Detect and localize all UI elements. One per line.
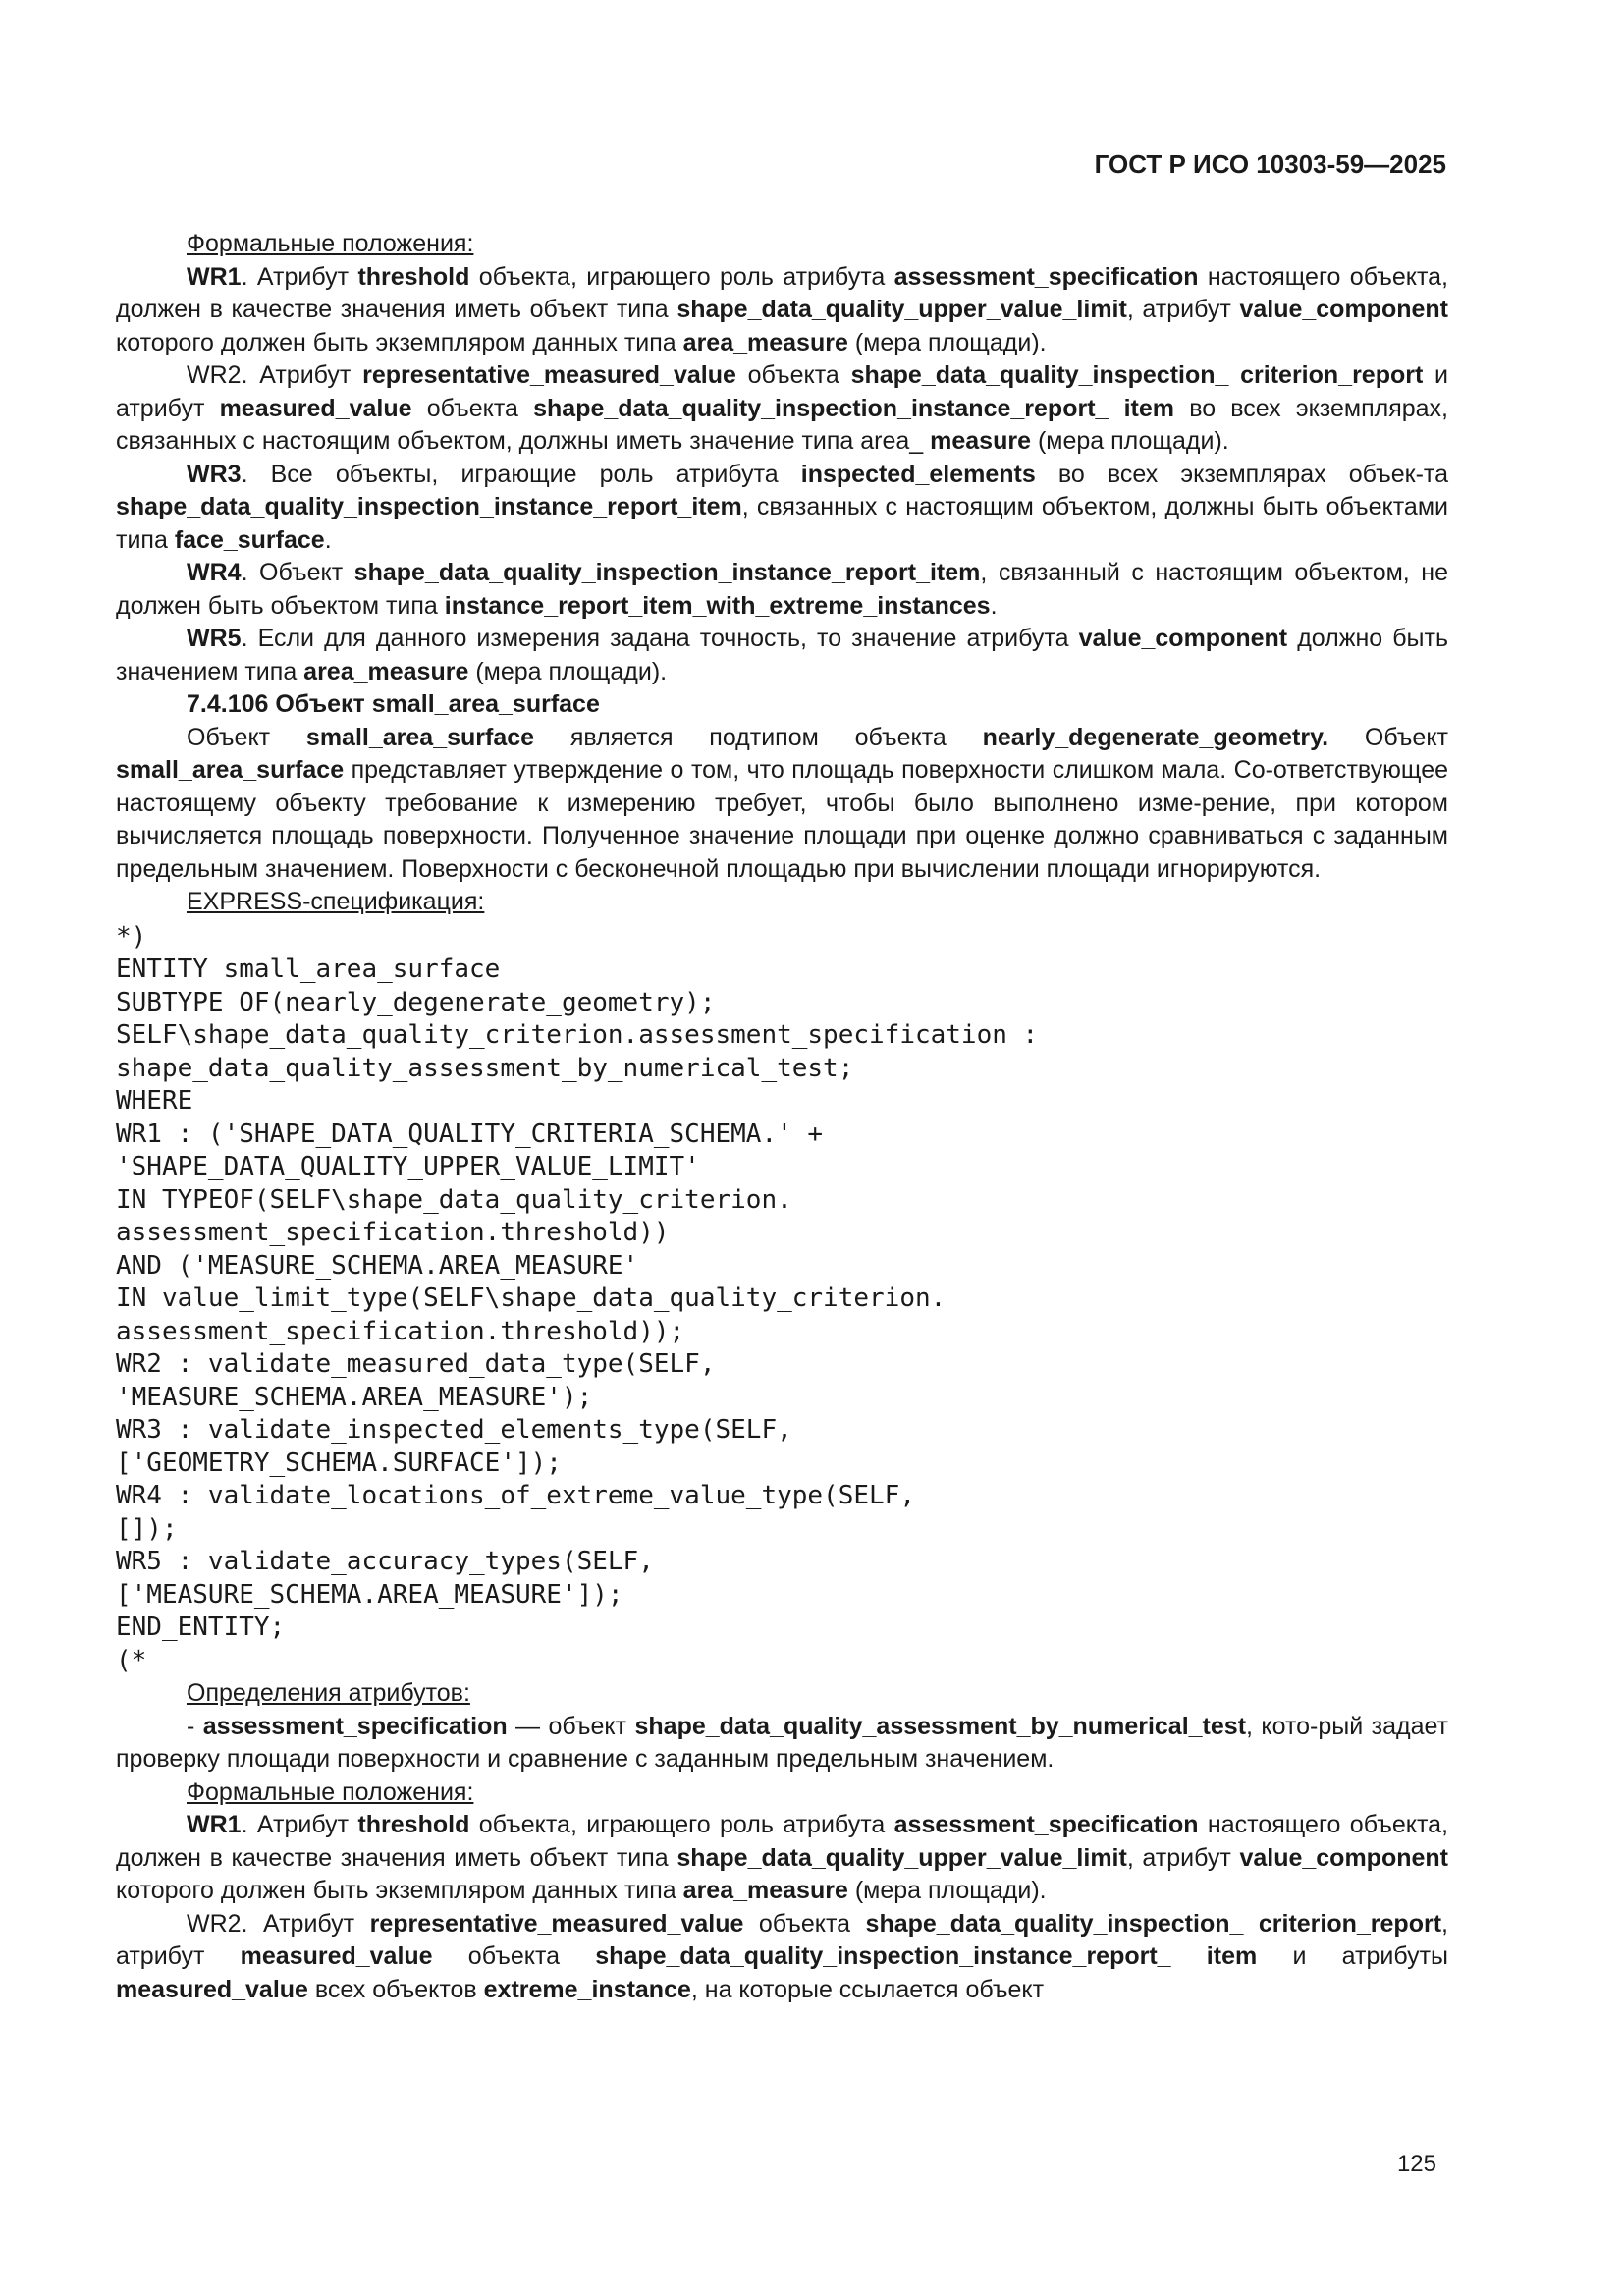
wr-label: WR3 bbox=[187, 460, 242, 488]
text-run: WR2. Атрибут bbox=[187, 1909, 370, 1938]
wr-label: WR4 bbox=[187, 559, 242, 586]
text-run: . Атрибут bbox=[241, 262, 358, 291]
term: small_area_surface bbox=[116, 756, 345, 784]
term: area_measure bbox=[303, 657, 469, 685]
paragraph-wr1 bbox=[116, 261, 1448, 360]
text-run: должно быть значением типа bbox=[116, 625, 1448, 685]
term: area_measure bbox=[682, 328, 848, 356]
text-run: . Все объекты, играющие роль атрибута bbox=[241, 460, 801, 488]
term: measured_value bbox=[240, 1942, 433, 1970]
term: face_surface bbox=[174, 525, 325, 554]
text-run: (мера площади). bbox=[847, 1877, 1047, 1904]
text-run: объекта bbox=[735, 361, 851, 389]
term: shape_data_quality_upper_value_limit bbox=[676, 1843, 1127, 1872]
text-run: (мера площади). bbox=[1031, 427, 1229, 455]
paragraph-description bbox=[116, 722, 1448, 887]
term: threshold bbox=[357, 1811, 470, 1838]
text-run: объекта, играющего роль атрибута bbox=[469, 1811, 894, 1838]
text-run: всех объектов bbox=[307, 1975, 484, 2003]
term: assessment_specification bbox=[202, 1712, 508, 1740]
term: shape_data_quality_inspection_instance_report_ item bbox=[595, 1942, 1258, 1970]
text-run: объекта bbox=[432, 1942, 596, 1970]
text-run: (мера площади). bbox=[847, 328, 1047, 356]
paragraph-wr4 bbox=[116, 557, 1448, 623]
text-run: (мера площади). bbox=[468, 657, 668, 685]
wr-label: WR1 bbox=[187, 262, 242, 291]
text-run: - bbox=[187, 1712, 203, 1740]
term: extreme_instance bbox=[483, 1975, 691, 2003]
text-run: и атрибуты bbox=[1257, 1942, 1449, 1970]
text-run: Объект bbox=[1328, 723, 1448, 751]
text-run: и атрибут bbox=[116, 361, 1448, 422]
paragraph-attribute-definition bbox=[116, 1711, 1448, 1777]
formal-provisions-heading: Формальные положения: bbox=[187, 230, 474, 257]
text-run: объекта, играющего роль атрибута bbox=[469, 262, 894, 291]
term: inspected_elements bbox=[800, 460, 1036, 488]
term: nearly_degenerate_geometry. bbox=[982, 723, 1329, 751]
term: representative_measured_value bbox=[362, 361, 736, 389]
text-run: . bbox=[324, 525, 332, 554]
term: threshold bbox=[357, 262, 470, 291]
text-run: представляет утверждение о том, что площадь поверхности слишком мала. Со-ответствующее настоящему объекту требование к измерению требует, чтобы было выполнено изме-рение, при котором вычисляется площадь поверхности. Полученное значение площади при оценке должно сравниваться с заданным предельным значением. Поверхности с бесконечной площадью при вычислении площади игнорируются. bbox=[116, 756, 1448, 883]
text-run: . Атрибут bbox=[241, 1811, 358, 1838]
document-header: ГОСТ Р ИСО 10303-59—2025 bbox=[1094, 149, 1446, 179]
term: shape_data_quality_inspection_instance_report_ item bbox=[533, 394, 1175, 422]
text-run: во всех экземплярах, связанных с настоящим объектом, должны иметь значение типа area_ bbox=[116, 394, 1448, 455]
term: assessment_specification bbox=[893, 1811, 1199, 1838]
paragraph-wr3 bbox=[116, 459, 1448, 558]
text-run: . Если для данного измерения задана точность, то значение атрибута bbox=[241, 625, 1079, 652]
text-run: объекта bbox=[743, 1909, 866, 1938]
text-run: . bbox=[990, 591, 998, 620]
text-run: настоящего объекта, должен в качестве значения иметь объект типа bbox=[116, 1811, 1448, 1872]
text-run: , атрибут bbox=[1126, 1843, 1240, 1872]
term: value_component bbox=[1078, 625, 1288, 652]
formal-provisions-heading-2: Формальные положения: bbox=[187, 1777, 474, 1806]
text-run: , связанный с настоящим объектом, не должен быть объектом типа bbox=[116, 559, 1448, 620]
term: shape_data_quality_inspection_ criterion_report bbox=[865, 1909, 1442, 1938]
term: shape_data_quality_assessment_by_numerical_test bbox=[634, 1712, 1247, 1740]
term: value_component bbox=[1239, 296, 1448, 323]
term: measured_value bbox=[219, 394, 412, 422]
term: measured_value bbox=[116, 1975, 308, 2003]
attribute-definitions-heading: Определения атрибутов: bbox=[187, 1679, 470, 1707]
text-run: настоящего объекта, должен в качестве значения иметь объект типа bbox=[116, 262, 1448, 323]
text-run: , атрибут bbox=[1126, 296, 1240, 323]
text-run: во всех экземплярах объек-та bbox=[1035, 460, 1448, 488]
text-run: Объект bbox=[187, 723, 306, 751]
text-run: которого должен быть экземпляром данных типа bbox=[116, 1877, 683, 1904]
term: area_measure bbox=[682, 1877, 848, 1904]
term: measure bbox=[930, 427, 1031, 455]
express-heading: EXPRESS-спецификация: bbox=[187, 888, 485, 915]
text-run: , кото-рый задает проверку площади поверхности и сравнение с заданным предельным значением. bbox=[116, 1712, 1448, 1773]
paragraph-wr2 bbox=[116, 359, 1448, 459]
text-run: объекта bbox=[411, 394, 534, 422]
paragraph-wr2-second bbox=[116, 1908, 1448, 2007]
term: instance_report_item_with_extreme_instances bbox=[444, 591, 991, 620]
text-run: — объект bbox=[507, 1712, 635, 1740]
text-run: , на которые ссылается объект bbox=[690, 1975, 1045, 2003]
term: small_area_surface bbox=[305, 723, 535, 751]
term: shape_data_quality_inspection_instance_report_item bbox=[353, 559, 981, 586]
text-run: является подтипом объекта bbox=[534, 723, 983, 751]
term: assessment_specification bbox=[893, 262, 1199, 291]
document-body bbox=[116, 228, 1448, 2006]
wr-label: WR1 bbox=[187, 1811, 242, 1838]
section-heading: 7.4.106 Объект small_area_surface bbox=[187, 690, 600, 718]
term: shape_data_quality_upper_value_limit bbox=[676, 296, 1127, 323]
term: shape_data_quality_inspection_instance_report_item bbox=[116, 493, 742, 520]
term: shape_data_quality_inspection_ criterion_report bbox=[850, 361, 1424, 389]
text-run: . Объект bbox=[241, 559, 354, 586]
text-run: , атрибут bbox=[116, 1909, 1448, 1970]
term: value_component bbox=[1239, 1843, 1448, 1872]
text-run: WR2. Атрибут bbox=[187, 361, 363, 389]
paragraph-wr5 bbox=[116, 623, 1448, 688]
text-run: которого должен быть экземпляром данных типа bbox=[116, 328, 683, 356]
express-code-block: *) ENTITY small_area_surface SUBTYPE OF(nearly_degenerate_geometry); SELF\shape_data_quality_criterion.assessment_specification : shape_data_quality_assessment_by_numerical_test; WHERE WR1 : ('SHAPE_DATA_QUALITY_CRITERIA_SCHEMA.' + 'SHAPE_DATA_QUALITY_UPPER_VALUE_LIMIT' IN TYPEOF(SELF\shape_data_quality_criterion. assessment_specification.threshold)) AND ('MEASURE_SCHEMA.AREA_MEASURE' IN value_limit_type(SELF\shape_data_quality_criterion. assessment_specification.threshold)); WR2 : validate_measured_data_type(SELF, 'MEASURE_SCHEMA.AREA_MEASURE'); WR3 : validate_inspected_elements_type(SELF, ['GEOMETRY_SCHEMA.SURFACE']); WR4 : validate_locations_of_extreme_value_type(SELF, []); WR5 : validate_accuracy_types(SELF, ['MEASURE_SCHEMA.AREA_MEASURE']); END_ENTITY; (* bbox=[116, 921, 1039, 1675]
wr-label: WR5 bbox=[187, 625, 242, 652]
page-number: 125 bbox=[1396, 2151, 1436, 2177]
term: representative_measured_value bbox=[369, 1909, 744, 1938]
text-run: , связанных с настоящим объектом, должны быть объектами типа bbox=[116, 493, 1448, 554]
paragraph-wr1-second bbox=[116, 1809, 1448, 1908]
